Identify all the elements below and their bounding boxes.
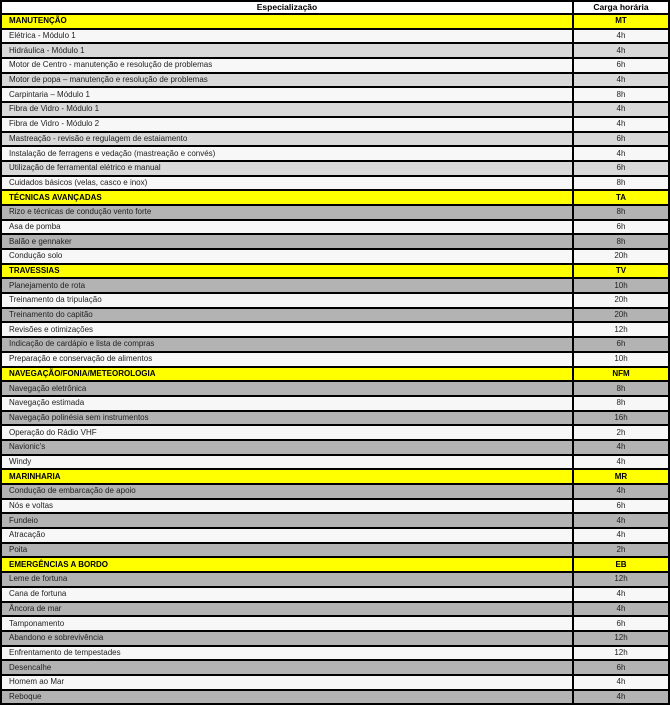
table-row [2,59,668,74]
section-header-row-label: NAVEGAÇÃO/FONIA/METEOROLOGIA [2,368,572,381]
table-row-label: Asa de pomba [2,221,572,234]
table-row-hours: 20h [572,309,668,322]
table-row-hours: 6h [572,133,668,146]
table-row-hours: 4h [572,485,668,498]
table-row-label: Navegação eletrônica [2,382,572,395]
table-row [2,617,668,632]
table-row [2,529,668,544]
table-body [2,15,668,705]
table-row-hours: 4h [572,603,668,616]
table-row-label: Cana de fortuna [2,588,572,601]
table-row-label: Hidráulica - Módulo 1 [2,44,572,57]
table-row [2,632,668,647]
table-row-label: Operação do Rádio VHF [2,426,572,439]
table-row-label: Indicação de cardápio e lista de compras [2,338,572,351]
table-row-hours: 6h [572,500,668,513]
table-row-hours: 4h [572,456,668,469]
table-row-label: Fundeio [2,514,572,527]
table-row-hours: 8h [572,235,668,248]
table-row-hours: 10h [572,353,668,366]
table-row-hours: 6h [572,162,668,175]
section-header-row-label: TÉCNICAS AVANÇADAS [2,191,572,204]
table-row [2,676,668,691]
table-row-label: Navegação polinésia sem instrumentos [2,412,572,425]
table-row [2,235,668,250]
table-row-label: Tamponamento [2,617,572,630]
table-row [2,103,668,118]
table-row-label: Reboque [2,691,572,704]
table-row-label: Poita [2,544,572,557]
table-row-label: Treinamento do capitão [2,309,572,322]
table-row-label: Condução solo [2,250,572,263]
table-row-label: Fibra de Vidro - Módulo 1 [2,103,572,116]
table-row [2,323,668,338]
table-row-label: Balão e gennaker [2,235,572,248]
table-row-label: Rizo e técnicas de condução vento forte [2,206,572,219]
table-row-hours: 4h [572,74,668,87]
table-row [2,294,668,309]
table-row-hours: 20h [572,250,668,263]
table-row [2,250,668,265]
table-row-label: Motor de popa – manutenção e resolução de problemas [2,74,572,87]
table-row-hours: 4h [572,514,668,527]
table-row [2,661,668,676]
column-header-carga-horaria: Carga horária [572,2,668,13]
table-row-label: Instalação de ferragens e vedação (mastreação e convés) [2,147,572,160]
table-row-hours: 4h [572,118,668,131]
table-row [2,514,668,529]
table-row [2,88,668,103]
table-row-label: Homem ao Mar [2,676,572,689]
table-row-hours: 8h [572,206,668,219]
table-row [2,309,668,324]
table-row [2,426,668,441]
table-row [2,177,668,192]
table-row-hours: 4h [572,103,668,116]
table-row-hours: 20h [572,294,668,307]
table-row [2,603,668,618]
table-row [2,588,668,603]
table-row [2,397,668,412]
table-row [2,691,668,705]
table-row-hours: 8h [572,177,668,190]
table-row-label: Preparação e conservação de alimentos [2,353,572,366]
section-header-row [2,191,668,206]
table-row-hours: 6h [572,661,668,674]
table-row-label: Carpintaria – Módulo 1 [2,88,572,101]
table-row-label: Utilização de ferramental elétrico e manual [2,162,572,175]
section-header-row-label: TRAVESSIAS [2,265,572,278]
table-row [2,456,668,471]
table-row-hours: 12h [572,647,668,660]
table-row-label: Motor de Centro - manutenção e resolução de problemas [2,59,572,72]
table-row-hours: 6h [572,338,668,351]
section-header-row [2,265,668,280]
section-header-row [2,558,668,573]
table-row-label: Nós e voltas [2,500,572,513]
table-row-hours: 8h [572,397,668,410]
table-row-hours: 4h [572,441,668,454]
section-header-row-label: MANUTENÇÃO [2,15,572,28]
table-row [2,118,668,133]
table-row-hours: 4h [572,588,668,601]
table-row-hours: 12h [572,573,668,586]
table-row-label: Fibra de Vidro - Módulo 2 [2,118,572,131]
section-header-row-label: MARINHARIA [2,470,572,483]
table-row [2,30,668,45]
table-row-hours: 8h [572,382,668,395]
table-row-label: Planejamento de rota [2,279,572,292]
table-row-label: Navionic's [2,441,572,454]
table-row-hours: 10h [572,279,668,292]
section-header-row-hours: MT [572,15,668,28]
table-row [2,279,668,294]
table-row-hours: 4h [572,44,668,57]
section-header-row [2,15,668,30]
table-row-label: Âncora de mar [2,603,572,616]
table-row [2,162,668,177]
table-row-label: Cuidados básicos (velas, casco e inox) [2,177,572,190]
table-row-label: Elétrica - Módulo 1 [2,30,572,43]
table-row-hours: 4h [572,30,668,43]
table-row [2,206,668,221]
table-row-label: Mastreação - revisão e regulagem de estaiamento [2,133,572,146]
table-row-label: Windy [2,456,572,469]
table-row [2,500,668,515]
table-row-label: Treinamento da tripulação [2,294,572,307]
section-header-row-hours: NFM [572,368,668,381]
table-row-hours: 6h [572,221,668,234]
table-row-label: Condução de embarcação de apoio [2,485,572,498]
table-row-hours: 4h [572,529,668,542]
table-row-hours: 2h [572,544,668,557]
table-row-label: Atracação [2,529,572,542]
section-header-row-hours: MR [572,470,668,483]
section-header-row [2,368,668,383]
table-row-hours: 4h [572,676,668,689]
table-row [2,412,668,427]
table-row [2,441,668,456]
section-header-row-hours: TA [572,191,668,204]
table-row-hours: 12h [572,632,668,645]
table-row-hours: 12h [572,323,668,336]
table-row-hours: 4h [572,691,668,704]
table-row [2,353,668,368]
table-row [2,573,668,588]
table-row [2,485,668,500]
table-row-label: Desencalhe [2,661,572,674]
table-row-label: Navegação estimada [2,397,572,410]
table-row [2,133,668,148]
table-row-hours: 2h [572,426,668,439]
table-row [2,338,668,353]
table-row-hours: 6h [572,617,668,630]
table-row-label: Abandono e sobrevivência [2,632,572,645]
section-header-row [2,470,668,485]
table-row [2,647,668,662]
table-row [2,44,668,59]
table-row [2,147,668,162]
column-header-especializacao: Especialização [2,2,572,13]
table-row-hours: 8h [572,88,668,101]
table-header-row [2,2,668,15]
table-row-label: Leme de fortuna [2,573,572,586]
section-header-row-label: EMERGÊNCIAS A BORDO [2,558,572,571]
table-row [2,382,668,397]
table-row-hours: 6h [572,59,668,72]
table-row-hours: 4h [572,147,668,160]
table-row [2,74,668,89]
table-row [2,544,668,559]
section-header-row-hours: TV [572,265,668,278]
table-row-hours: 16h [572,412,668,425]
table-row-label: Enfrentamento de tempestades [2,647,572,660]
table-row [2,221,668,236]
table-row-label: Revisões e otimizações [2,323,572,336]
section-header-row-hours: EB [572,558,668,571]
